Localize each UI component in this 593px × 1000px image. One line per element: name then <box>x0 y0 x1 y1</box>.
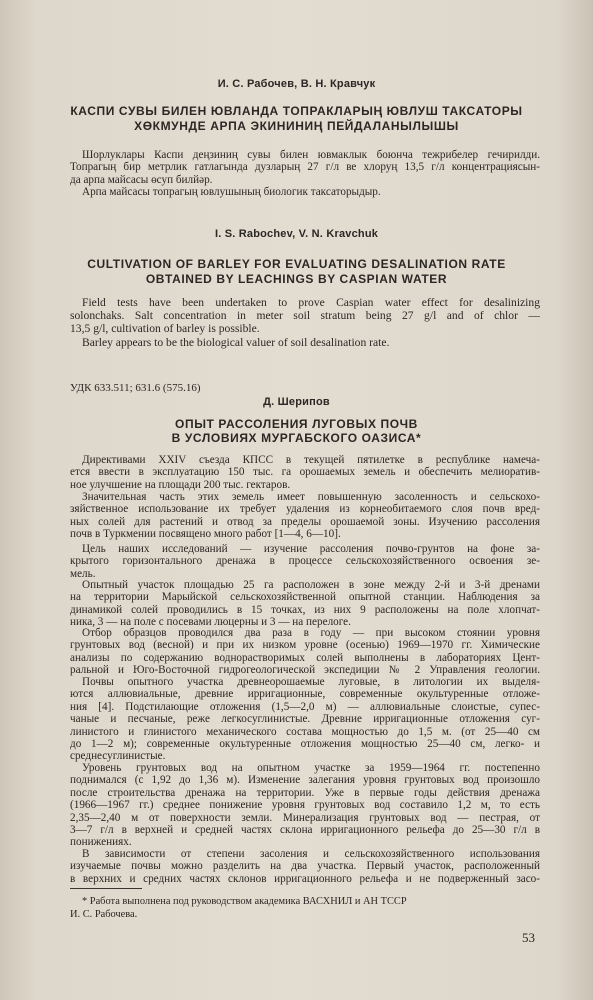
body-line: на территории Марыйской сельскохозяйственной опытной станции. Наблюдения за <box>70 591 540 604</box>
article-author: Д. Шерипов <box>263 396 330 408</box>
body-line: 3—7 г/л в верхней и средней частях склона ирригационного рельефа до 25—30 г/л в <box>70 824 540 837</box>
body-line: ника, 3 — на поле с посевами люцерны и 3 — на перелоге. <box>70 616 351 629</box>
footnote-line: * Работа выполнена под руководством академика ВАСХНИЛ и АН ТССР <box>82 896 407 907</box>
abstract-line: Топрагың бир метрлик гатлагында дузларың 27 г/л ве хлоруң 13,5 г/л концентрациясын- <box>70 161 540 174</box>
body-line: Директивами XXIV съезда КПСС в текущей пятилетке в республике намеча- <box>82 454 540 466</box>
body-line: зяйственное использование их требует удаления из корнеобитаемого слоя почв вред- <box>70 503 540 516</box>
body-line: ются аллювиальные, древние ирригационные, современные окультуренные отложе- <box>70 688 540 701</box>
abstract-line: solonchaks. Salt concentration in meter soil stratum being 27 g/l and of chlor — <box>70 309 540 323</box>
body-line: ется ввести в эксплуатацию 150 тыс. га орошаемых земель и обеспечить мелиоратив- <box>70 466 540 479</box>
body-line: до 1—2 м); современные окультуренные отложения мощностью 25—40 см, легко- и <box>70 738 540 751</box>
body-line: мель. <box>70 567 96 580</box>
article-paragraph-4 <box>70 579 540 629</box>
abstract-line: Field tests have been undertaken to prove Caspian water effect for desalinizing <box>82 296 540 309</box>
turkmen-title-line: ХӨКМУНДЕ АРПА ЭКИНИНИҢ ПЕЙДАЛАНЫЛЫШЫ <box>134 119 459 133</box>
body-line: почв в Туркмении посвящено много работ [1—4, 6—10]. <box>70 528 341 541</box>
body-line: (1966—1967 гг.) среднее понижение уровня грунтовых вод составило 1,2 м, то есть <box>70 799 540 812</box>
article-paragraph-1 <box>70 454 540 491</box>
abstract-line: Barley appears to be the biological valuer of soil desalination rate. <box>82 335 390 349</box>
turkmen-title-line: КАСПИ СУВЫ БИЛЕН ЮВЛАНДА ТОПРАКЛАРЫҢ ЮВЛУШ ТАКСАТОРЫ <box>70 104 523 118</box>
turkmen-title <box>30 104 563 134</box>
body-line: ных солей для растений и отвод за пределы орошаемой зоны. Изучению рассоления <box>70 515 540 528</box>
body-line: Почвы опытного участка древнеорошаемые луговые, в литологии их выделя- <box>82 676 540 688</box>
footnote-rule <box>70 888 142 889</box>
english-title <box>30 257 563 287</box>
body-line: крытого горизонтального дренажа в процессе сельскохозяйственного освоения зе- <box>70 555 540 568</box>
article-paragraph-6 <box>70 676 540 763</box>
turkmen-abstract <box>70 149 540 199</box>
article-paragraph-2 <box>70 491 540 541</box>
abstract-line: да арпа майсасы өсуп билйәр. <box>70 173 213 186</box>
article-paragraph-5 <box>70 627 540 677</box>
body-line: В зависимости от степени засоления и сельскохозяйственного использования <box>82 848 540 860</box>
body-line: грунтовых вод (весной) и при их низком уровне (осенью) 1969—1970 гг. Химические <box>70 639 540 652</box>
abstract-line: 13,5 g/l, cultivation of barley is possible. <box>70 322 260 336</box>
body-line: Значительная часть этих земель имеет повышенную засоленность и сельскохо- <box>82 491 540 503</box>
body-line: среднесуглинистые. <box>70 750 166 763</box>
english-title-line: OBTAINED BY LEACHINGS BY CASPIAN WATER <box>145 272 448 286</box>
body-line: ральной и Юго-Восточной гидрогеологической экспедиции № 2 Управления геологии. <box>70 664 540 677</box>
body-line: изучаемые почвы можно разделить на два участка. Первый участок, расположенный <box>70 860 540 873</box>
english-authors: I. S. Rabochev, V. N. Kravchuk <box>214 228 379 240</box>
english-abstract <box>70 296 540 349</box>
article-paragraph-3 <box>70 543 540 580</box>
body-line: чаные и песчаные, реже легкосуглинистые. Древние ирригационные отложения суг- <box>70 713 540 726</box>
abstract-line: Шорлуклары Каспи деңзиниң сувы билен ювмаклык боюнча тежрибелер гечирилди. <box>82 149 540 161</box>
body-line: 2,35—2,40 м от поверхности земли. Минерализация грунтовых вод — пестрая, от <box>70 811 540 824</box>
article-paragraph-8 <box>70 848 540 885</box>
page-number: 53 <box>522 930 535 945</box>
footnote-line: И. С. Рабочева. <box>70 908 138 920</box>
body-line: Уровень грунтовых вод на опытном участке за 1959—1964 гг. постепенно <box>82 762 540 774</box>
body-line: анализы по содержанию воднорастворимых солей выполнены в лабораториях Цент- <box>70 651 540 664</box>
body-line: после строительства дренажа на территории. Уже в первые годы действия дренажа <box>70 786 540 799</box>
abstract-line: Арпа майсасы топрагың ювлушының биологик таксаторыдыр. <box>82 186 381 199</box>
body-line: в верхних и средних частях склонов ирригационного рельефа и не подверженный засо- <box>70 872 540 885</box>
body-line: Отбор образцов проводился два раза в году — при высоком стоянии уровня <box>82 627 540 639</box>
body-line: Опытный участок площадью 25 га расположен в зоне между 2-й и 3-й дренами <box>82 579 540 591</box>
english-title-line: CULTIVATION OF BARLEY FOR EVALUATING DESALINATION RATE <box>87 257 506 271</box>
footnote <box>70 896 540 921</box>
body-line: Цель наших исследований — изучение рассоления почво-грунтов на фоне за- <box>82 543 540 555</box>
body-line: поднимался (с 1,92 до 1,36 м). Изменение залегания уровня грунтовых вод произошло <box>70 774 540 787</box>
body-line: понижениях. <box>70 836 132 849</box>
body-line: линистого и глинистого механического состава мощностью до 1,5 м. (от 25—40 см <box>70 725 540 738</box>
body-line: ния [4]. Подстилающие отложения (1,5—2,0 м) — аллювиальные слоистые, супес- <box>70 700 540 713</box>
article-title <box>30 417 563 445</box>
turkmen-authors: И. С. Рабочев, В. Н. Кравчук <box>217 78 376 90</box>
article-title-line: ОПЫТ РАССОЛЕНИЯ ЛУГОВЫХ ПОЧВ <box>175 417 418 431</box>
body-line: динамикой солей проводились в 15 точках, из них 9 расположены на поле хлопчат- <box>70 603 540 616</box>
body-line: ное улучшение на площади 200 тыс. гектаров. <box>70 478 291 491</box>
article-paragraph-7 <box>70 762 540 849</box>
article-title-line: В УСЛОВИЯХ МУРГАБСКОГО ОАЗИСА* <box>171 431 422 445</box>
udc-code: УДК 633.511; 631.6 (575.16) <box>70 382 201 394</box>
